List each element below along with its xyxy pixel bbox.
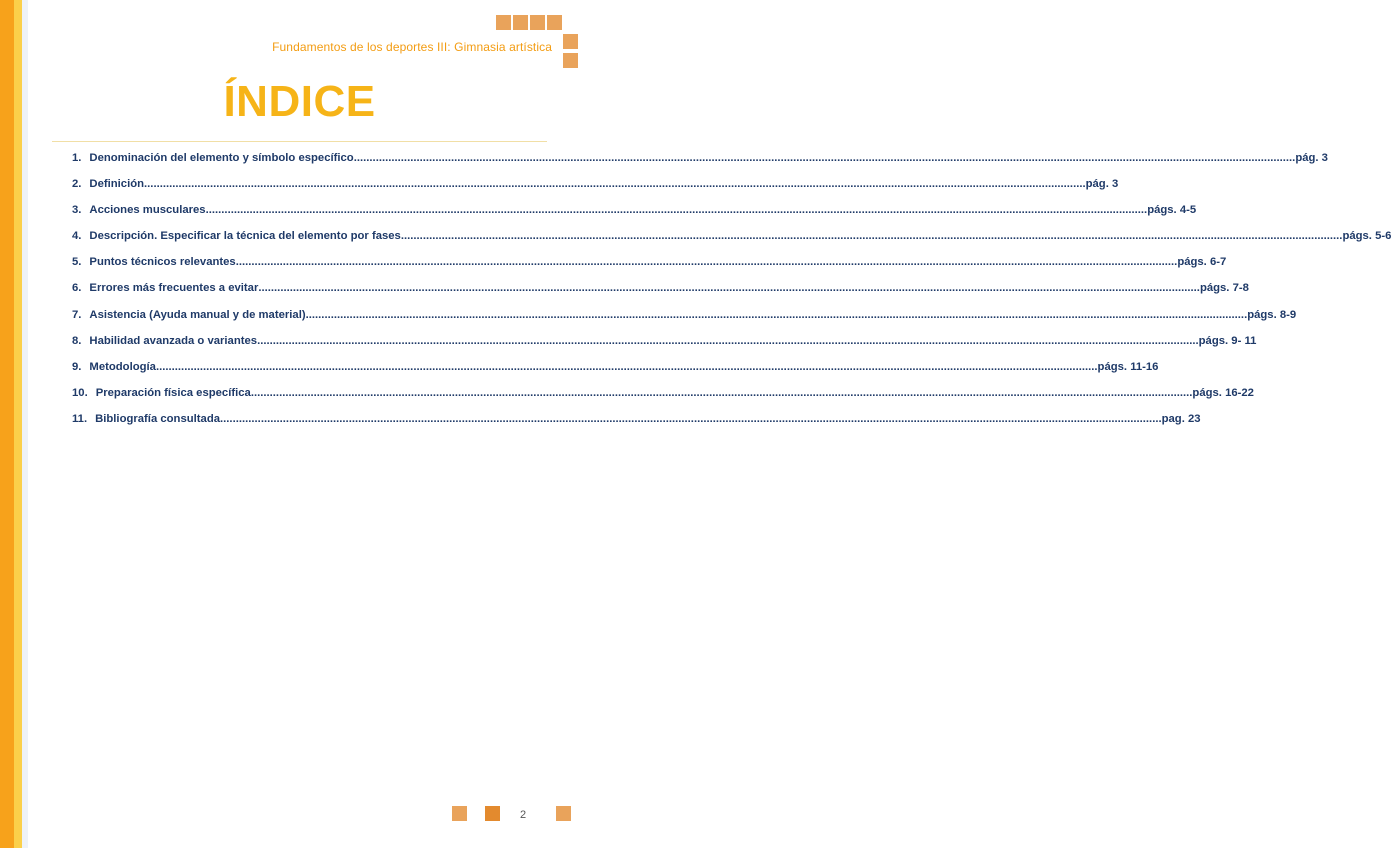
decor-square <box>530 15 545 30</box>
left-pale-stripe <box>22 0 28 848</box>
toc-dot-leader: ............................................................................................................................................................................................................................................................................................................ <box>155 360 1098 373</box>
toc-entry-number: 5. <box>72 256 82 269</box>
toc-entry[interactable] <box>72 334 1257 361</box>
toc-entry-number: 4. <box>72 230 82 243</box>
page-number: 2 <box>520 809 527 821</box>
toc-entry-number: 1. <box>72 152 82 164</box>
toc-entry[interactable] <box>72 360 1159 387</box>
toc-entry[interactable] <box>72 282 1249 308</box>
toc-entry-title: Definición <box>89 178 145 191</box>
toc-entry-number: 9. <box>72 360 82 373</box>
left-yellow-stripe <box>14 0 22 848</box>
toc-entry-title: Acciones musculares <box>89 204 206 217</box>
decor-square <box>563 34 578 49</box>
toc-entry-page: pág. 3 <box>1295 152 1328 164</box>
toc-entry-number: 6. <box>72 282 82 295</box>
toc-dot-leader: ............................................................................................................................................................................................................................................................................................................ <box>257 334 1199 347</box>
toc-entry[interactable] <box>72 152 1328 178</box>
toc-dot-leader: ............................................................................................................................................................................................................................................................................................................ <box>400 230 1343 243</box>
toc-dot-leader: ............................................................................................................................................................................................................................................................................................................ <box>250 386 1193 399</box>
toc-dot-leader: ............................................................................................................................................................................................................................................................................................................ <box>305 308 1248 321</box>
title-divider <box>52 141 547 142</box>
toc-entry-number: 11. <box>72 412 88 425</box>
toc-entry-title: Asistencia (Ayuda manual y de material) <box>89 308 306 321</box>
toc-entry[interactable] <box>72 204 1197 230</box>
toc-dot-leader: ............................................................................................................................................................................................................................................................................................................ <box>258 282 1200 295</box>
decor-square <box>547 15 562 30</box>
decor-square <box>452 806 467 821</box>
toc-entry-number: 8. <box>72 334 82 347</box>
decor-square <box>513 15 528 30</box>
decor-square <box>496 15 511 30</box>
toc-entry-page: págs. 16-22 <box>1192 386 1254 399</box>
toc-entry-page: pag. 23 <box>1161 412 1201 425</box>
toc-entry-page: págs. 8-9 <box>1247 308 1297 321</box>
toc-entry-page: págs. 11-16 <box>1097 360 1159 373</box>
toc-dot-leader: ............................................................................................................................................................................................................................................................................................................ <box>353 152 1296 164</box>
toc-dot-leader: ............................................................................................................................................................................................................................................................................................................ <box>235 256 1178 269</box>
toc-entry-page: págs. 4-5 <box>1147 204 1197 217</box>
toc-entry-page: págs. 9- 11 <box>1198 334 1257 347</box>
toc-entry[interactable] <box>72 386 1254 413</box>
decor-square <box>563 53 578 68</box>
toc-entry-title: Habilidad avanzada o variantes <box>89 334 258 347</box>
toc-entry-title: Errores más frecuentes a evitar <box>89 282 259 295</box>
toc-entry[interactable] <box>72 230 1391 256</box>
decor-square <box>556 806 571 821</box>
toc-entry-page: pág. 3 <box>1085 178 1119 191</box>
running-header: Fundamentos de los deportes III: Gimnasia artística <box>272 40 552 54</box>
toc-dot-leader: ............................................................................................................................................................................................................................................................................................................ <box>220 412 1162 425</box>
toc-entry-title: Puntos técnicos relevantes <box>89 256 236 269</box>
toc-entry-number: 3. <box>72 204 82 217</box>
left-orange-stripe <box>0 0 14 848</box>
toc-dot-leader: ............................................................................................................................................................................................................................................................................................................ <box>144 178 1086 191</box>
table-of-contents <box>72 152 1391 439</box>
toc-entry-number: 10. <box>72 386 88 399</box>
toc-entry-page: págs. 7-8 <box>1199 282 1249 295</box>
toc-entry[interactable] <box>72 178 1119 204</box>
toc-entry-number: 2. <box>72 178 82 191</box>
toc-entry-title: Bibliografía consultada <box>95 412 221 425</box>
decor-square <box>485 806 500 821</box>
toc-entry-title: Denominación del elemento y símbolo específico <box>89 152 354 164</box>
toc-entry-title: Descripción. Especificar la técnica del elemento por fases <box>89 230 401 243</box>
toc-entry-page: págs. 6-7 <box>1177 256 1227 269</box>
toc-entry[interactable] <box>72 412 1201 439</box>
toc-entry-title: Preparación física específica <box>95 386 251 399</box>
toc-entry[interactable] <box>72 256 1227 282</box>
toc-entry-title: Metodología <box>89 360 156 373</box>
page-title: ÍNDICE <box>223 77 376 126</box>
toc-entry-page: págs. 5-6 <box>1342 230 1391 243</box>
toc-dot-leader: ............................................................................................................................................................................................................................................................................................................ <box>205 204 1148 217</box>
toc-entry-number: 7. <box>72 308 82 321</box>
toc-entry[interactable] <box>72 308 1297 335</box>
